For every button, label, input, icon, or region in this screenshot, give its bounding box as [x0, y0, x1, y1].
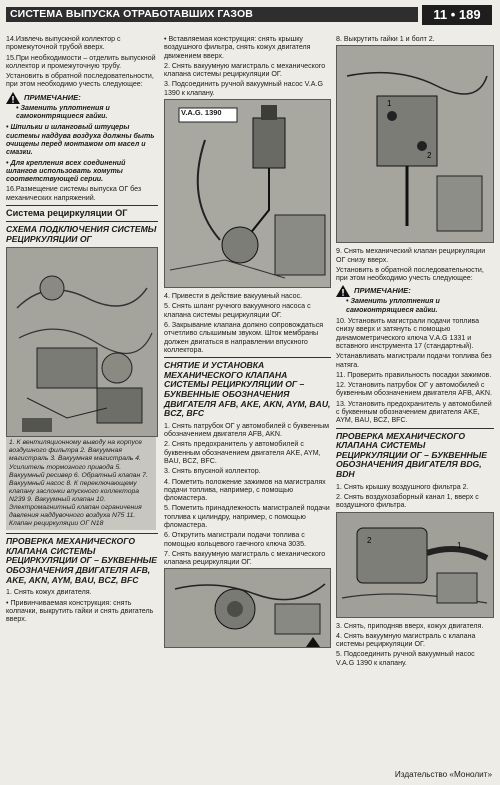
step-6: 6. Закрывание клапана должно сопровождаться отчетливо слышимым звуком. Шток мембраны должен двигаться в направлении впускного коллектора.	[164, 320, 324, 354]
air-filter-figure	[336, 512, 494, 618]
step-4: 4. Пометить положение зажимов на магистралях подачи топлива, например, с помощью фломастера.	[164, 477, 326, 503]
step-14: 14.Извлечь выпускной коллектор с промежуточной трубой вверх.	[6, 35, 121, 52]
column-middle	[164, 35, 331, 648]
step-13: 13. Установить предохранитель у автомобилей с буквенным обозначением двигателя AKE, AYM, BAU, BCZ, BFC.	[336, 399, 492, 425]
step-2: 2. Снять воздухозаборный канал 1, вверх с воздушного фильтра.	[336, 492, 479, 510]
egr-valve-figure	[164, 568, 331, 648]
tool-label: V.A.G. 1390	[181, 108, 222, 118]
step-12: 12. Установить патрубок ОГ у автомобилей с буквенным обозначением двигателя AFB, AKN.	[336, 381, 492, 398]
section-heading: ПРОВЕРКА МЕХАНИЧЕСКОГО КЛАПАНА СИСТЕМЫ РЕЦИРКУЛЯЦИИ ОГ – БУКВЕННЫЕ ОБОЗНАЧЕНИЯ ДВИГАТЕЛЯ BDG, BDH	[336, 430, 487, 480]
step-1: 1. Снять крышку воздушного фильтра 2.	[336, 482, 469, 491]
divider	[6, 533, 158, 534]
warning-icon	[6, 92, 20, 104]
bullet-item: • Вставляемая конструкция: снять крышку воздушного фильтра, снять кожух двигателя движением вверх.	[164, 35, 311, 60]
note-item: • Для крепления всех соединений шлангов использовать хомуты соответствующей серии.	[6, 158, 126, 184]
svg-text:2: 2	[367, 535, 372, 545]
divider	[336, 428, 494, 429]
bullet-item: • Привинчиваемая конструкция: снять колпачки, выкрутить гайки и снять двигатель вверх.	[6, 598, 154, 624]
install-text: Установить в обратной последовательности, при этом необходимо учесть следующее:	[336, 265, 484, 283]
note-item: • Заменить уплотнения и самоконтрящиеся гайки.	[16, 103, 110, 121]
publisher-footer: Издательство «Монолит»	[394, 770, 492, 779]
step-9: 9. Снять механический клапан рециркуляции ОГ снизу вверх.	[336, 247, 486, 264]
engine-scheme-drawing	[7, 248, 157, 436]
vacuum-pump-drawing	[165, 100, 330, 287]
column-right	[336, 35, 494, 669]
svg-text:1: 1	[457, 540, 462, 550]
vacuum-pump-figure	[164, 99, 331, 288]
divider	[6, 221, 158, 222]
valve-nuts-figure	[336, 45, 494, 243]
note-title: ПРИМЕЧАНИЕ:	[354, 286, 411, 296]
step-3: 3. Подсоединить ручной вакуумный насос V.A.G 1390 к клапану.	[164, 80, 323, 97]
egr-valve-drawing	[165, 569, 330, 647]
step-1: 1. Снять кожух двигателя.	[6, 588, 92, 597]
note-title: ПРИМЕЧАНИЕ:	[24, 92, 81, 102]
note-block	[336, 285, 494, 314]
page-header	[0, 0, 500, 30]
page-title: СИСТЕМА ВЫПУСКА ОТРАБОТАВШИХ ГАЗОВ	[10, 8, 253, 20]
step-5: 5. Снять шланг ручного вакуумного насоса с клапана системы рециркуляции ОГ.	[164, 302, 311, 319]
step-1: 1. Снять патрубок ОГ у автомобилей с буквенным обозначением двигателя AFB, AKN.	[164, 421, 330, 439]
note-block	[6, 92, 158, 121]
note-item: • Заменить уплотнения и самоконтрящиеся гайки.	[346, 297, 440, 314]
air-filter-drawing	[337, 513, 493, 617]
step-2: 2. Снять вакуумную магистраль с механического клапана системы рециркуляции ОГ.	[164, 61, 326, 79]
column-left	[6, 35, 158, 625]
warning-icon	[336, 285, 350, 297]
scheme-title: СХЕМА ПОДКЛЮЧЕНИЯ СИСТЕМЫ РЕЦИРКУЛЯЦИИ ОГ	[6, 224, 157, 244]
note-item: • Шпильки и шланговый штуцеры системы наддува воздуха должны быть очищены перед монтажом от масел и смазки.	[6, 123, 155, 157]
step-3: 3. Снять, приподняв вверх, кожух двигателя.	[336, 621, 484, 630]
step-15: 15.При необходимости – отделить выпускной коллектор и промежуточную трубу.	[6, 53, 156, 70]
egr-scheme-figure	[6, 247, 158, 437]
step-10: 10. Установить магистрали подачи топлива снизу вверх и затянуть с помощью динамометрического ключа V.A.G 1331 и вставного инструмента 17 (стандартный).	[336, 317, 480, 350]
section-heading: СНЯТИЕ И УСТАНОВКА МЕХАНИЧЕСКОГО КЛАПАНА СИСТЕМЫ РЕЦИРКУЛЯЦИИ ОГ – БУКВЕННЫЕ ОБОЗНАЧЕНИЯ ДВИГАТЕЛЯ AFB, AKE, AKN, AYM, BAU, BCZ, BFC	[164, 360, 331, 419]
svg-text:2: 2	[427, 151, 432, 161]
svg-text:1: 1	[387, 99, 392, 109]
step-11: 11. Проверить правильность посадки зажимов.	[336, 370, 492, 379]
step-16: 16.Размещение системы выпуска ОГ без механических напряжений.	[6, 185, 142, 202]
step-5: 5. Подсоединить ручной вакуумный насос V.A.G 1390 к клапану.	[336, 650, 475, 667]
step-4: 4. Привести в действие вакуумный насос.	[164, 292, 303, 301]
divider	[164, 357, 331, 358]
step-2: 2. Снять предохранитель у автомобилей с буквенным обозначением двигателя AKE, AYM, BAU, BCZ, BFC.	[164, 440, 321, 465]
section-heading: ПРОВЕРКА МЕХАНИЧЕСКОГО КЛАПАНА СИСТЕМЫ РЕЦИРКУЛЯЦИИ ОГ – БУКВЕННЫЕ ОБОЗНАЧЕНИЯ ДВИГАТЕЛЯ AFB, AKE, AKN, AYM, BAU, BCZ, BFC	[6, 536, 157, 585]
step-5: 5. Пометить принадлежность магистралей подачи топлива к цилиндру, например, с помощью фломастера.	[164, 504, 330, 529]
section-title: Система рециркуляции ОГ	[6, 208, 128, 219]
step-4: 4. Снять вакуумную магистраль с клапана системы рециркуляции ОГ.	[336, 631, 476, 649]
page-number-badge: 11 • 189	[422, 5, 492, 25]
divider	[6, 205, 158, 206]
install-text: Установить в обратной последовательности, при этом необходимо учесть следующее:	[6, 72, 154, 89]
text-paragraph: Устанавливать магистрали подачи топлива без натяга.	[336, 352, 492, 369]
valve-nuts-drawing	[337, 46, 493, 242]
step-6: 6. Открутить магистрали подачи топлива с помощью кольцевого гаечного ключа 3035.	[164, 531, 306, 548]
step-3: 3. Снять впускной коллектор.	[164, 467, 261, 476]
figure-caption: 1. К вентиляционному выводу на корпусе воздушного фильтра 2. Вакуумная магистраль 3. Вакуумная магистраль 4. Усилитель тормозного привода 5. Вакуумный ресивер 6. Обратный клапан 7. Вакуумный насос 8. К переключающему клапану заслонки впускного коллектора N239 9. Вакуумный клапан 10. Электромагнитный клапан ограничения давления наддувочного воздуха N75 11. Клапан рециркуляции ОГ N18	[6, 437, 156, 530]
step-8: 8. Выкрутить гайки 1 и болт 2.	[336, 35, 435, 43]
step-7: 7. Снять вакуумную магистраль с механического клапана рециркуляции ОГ.	[164, 549, 326, 567]
